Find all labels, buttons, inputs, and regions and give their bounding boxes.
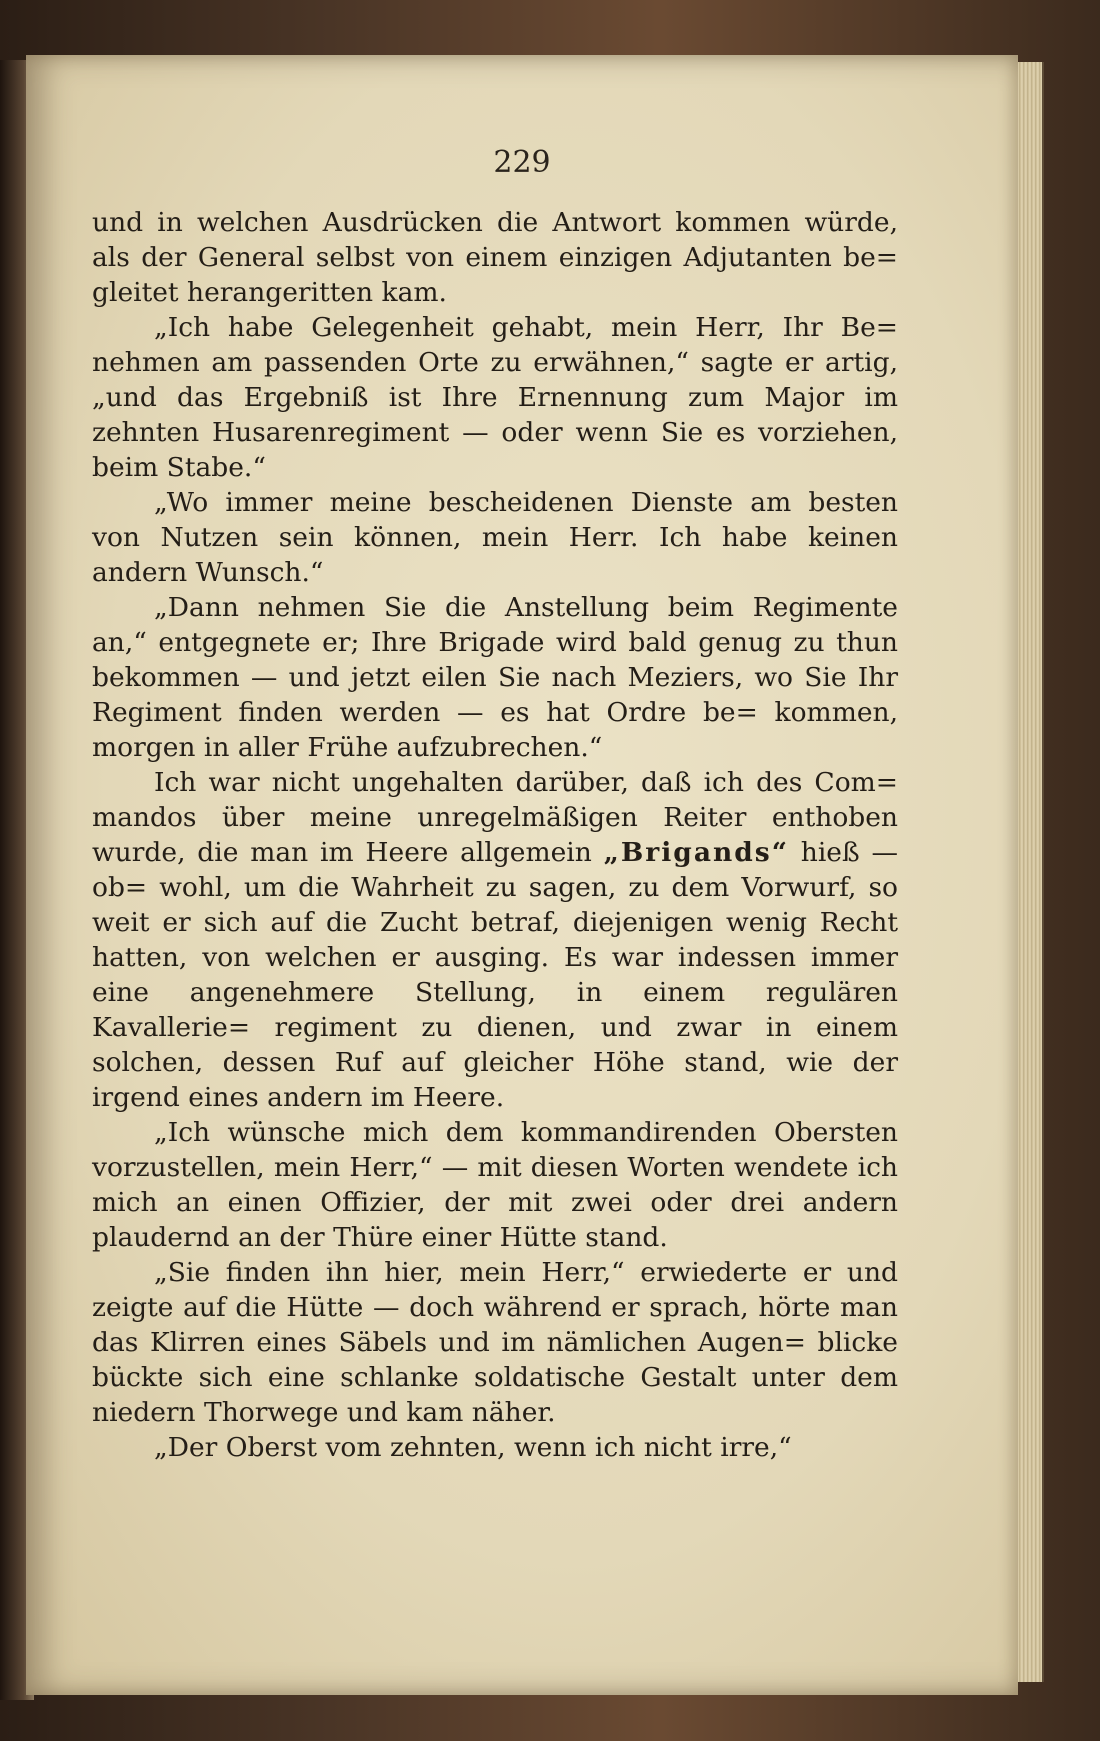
paragraph-4: „Dann nehmen Sie die Anstellung beim Regimente an,“ entgegnete er; Ihre Brigade wird bald genug zu thun bekommen — und jetzt eilen Sie nach Meziers, wo Sie Ihr Regiment finden werden — es hat Ordre be= kommen, morgen in aller Frühe aufzubrechen.“ xyxy=(92,592,898,763)
paragraph-5-before: Ich war nicht ungehalten darüber, daß ich des Com= mandos über meine unregelmäßigen Reiter enthoben wurde, die man im Heere allgemein xyxy=(92,767,898,868)
page-number: 229 xyxy=(493,145,551,180)
paragraph-5-after: hieß — ob= wohl, um die Wahrheit zu sagen, zu dem Vorwurf, so weit er sich auf die Zucht betraf, diejenigen wenig Recht hatten, von welchen er ausging. Es war indessen immer eine angenehmere Stellung, in einem regulären Kavallerie= regiment zu dienen, und zwar in einem solchen, dessen Ruf auf gleicher Höhe stand, wie der irgend eines andern im Heere. xyxy=(92,837,898,1113)
paragraph-1: und in welchen Ausdrücken die Antwort kommen würde, als der General selbst von einem einzigen Adjutanten be= gleitet herangeritten kam. xyxy=(92,207,898,308)
emphasized-word: „Brigands“ xyxy=(603,837,789,868)
book-page xyxy=(26,55,1018,1695)
paragraph-3: „Wo immer meine bescheidenen Dienste am besten von Nutzen sein können, mein Herr. Ich habe keinen andern Wunsch.“ xyxy=(92,487,898,588)
page-text xyxy=(92,205,898,1465)
paragraph-7: „Sie finden ihn hier, mein Herr,“ erwiederte er und zeigte auf die Hütte — doch während er sprach, hörte man das Klirren eines Säbels und im nämlichen Augen= blicke bückte sich eine schlanke soldatische Gestalt unter dem niedern Thorwege und kam näher. xyxy=(92,1257,898,1428)
paragraph-5 xyxy=(92,765,898,1115)
paragraph-8: „Der Oberst vom zehnten, wenn ich nicht irre,“ xyxy=(154,1432,792,1463)
paragraph-2: „Ich habe Gelegenheit gehabt, mein Herr, Ihr Be= nehmen am passenden Orte zu erwähnen,“ sagte er artig, „und das Ergebniß ist Ihre Ernennung zum Major im zehnten Husarenregiment — oder wenn Sie es vorziehen, beim Stabe.“ xyxy=(92,312,898,483)
paragraph-6: „Ich wünsche mich dem kommandirenden Obersten vorzustellen, mein Herr,“ — mit diesen Worten wendete ich mich an einen Offizier, der mit zwei oder drei andern plaudernd an der Thüre einer Hütte stand. xyxy=(92,1117,898,1253)
